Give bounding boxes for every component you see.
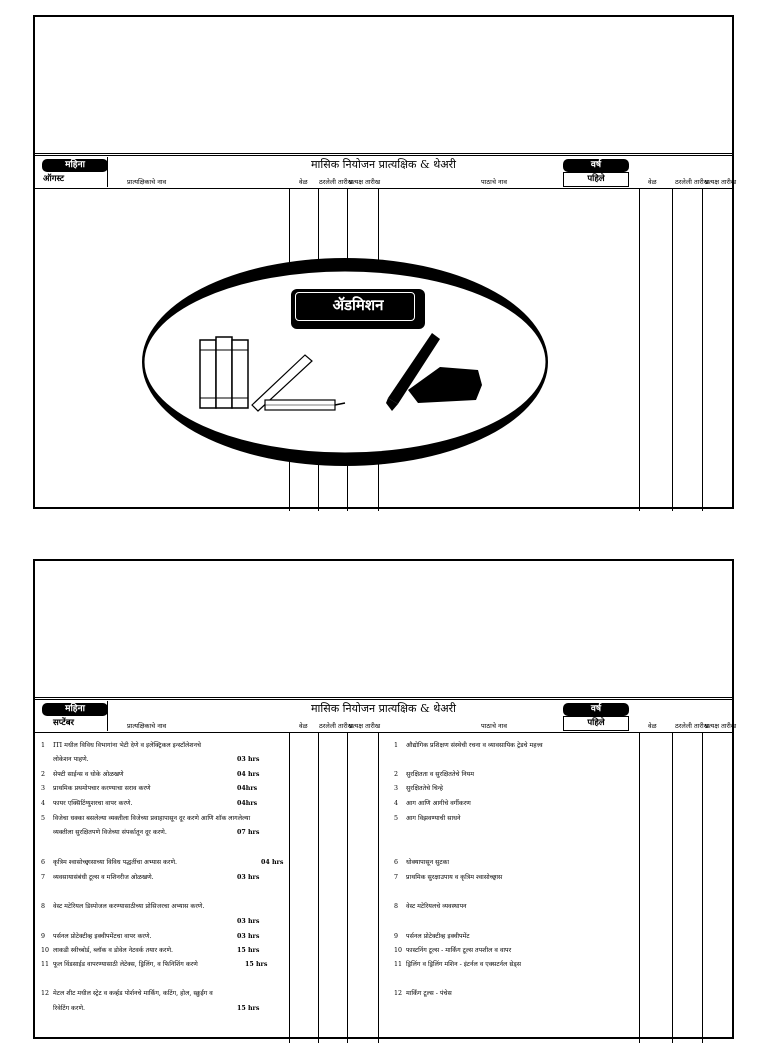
practical-row: 3 प्राथमिक प्रथमोपचार करण्याचा सराव करणे bbox=[41, 785, 151, 792]
col-practical-name: प्रात्यक्षिकाचे नाव bbox=[127, 178, 167, 186]
column-header-divider bbox=[35, 188, 732, 189]
col-lesson-name: पाठाचे नाव bbox=[481, 722, 507, 730]
practical-row: 12 मेटल शीट मधील स्ट्रेट व कर्व्हड पोर्शनचे मार्किंग, कटिंग, होल, स्क्रुईंग व bbox=[41, 990, 213, 997]
practical-hours: 04 hrs bbox=[237, 771, 260, 778]
year-label: वर्ष bbox=[563, 159, 629, 172]
lesson-row: 7 प्राथमिक सुरक्षाउपाय व कृत्रिम श्वासोच्छ्वास bbox=[394, 874, 503, 881]
header-divider bbox=[35, 153, 732, 154]
practical-row-cont: लोकेशन पाहणे. bbox=[53, 756, 89, 763]
lesson-row: 11 ड्रिलिंग व ड्रिलिंग मशिन - इंटर्नल व एक्सटर्नल थ्रेड्स bbox=[394, 961, 521, 968]
year-value: पहिले bbox=[563, 172, 629, 187]
col-planned-date-2: ठरलेली तारीख bbox=[675, 178, 710, 186]
practical-row-cont: व्यक्तीला सुरक्षितपणे विजेच्या संपर्कातून दूर करणे. bbox=[53, 829, 167, 836]
lesson-row: 1 औद्योगिक प्रशिक्षण संस्थेची रचना व व्यावसायिक ट्रेडचे महत्त्व bbox=[394, 742, 543, 749]
year-value: पहिले bbox=[563, 716, 629, 731]
col-time: वेळ bbox=[299, 722, 308, 730]
practical-row: 4 फायर एक्सिटिंग्युशरचा वापर करणे. bbox=[41, 800, 133, 807]
month-value: सप्टेंबर bbox=[53, 718, 75, 728]
practical-hours: 15 hrs bbox=[237, 947, 260, 954]
practical-hours: 03 hrs bbox=[237, 756, 260, 763]
practical-hours: 07 hrs bbox=[237, 829, 260, 836]
practical-hours: 03 hrs bbox=[237, 933, 260, 940]
practical-row-cont: रिवेटिंग करणे. bbox=[53, 1005, 86, 1012]
practical-row: 11 फूल विंडसाईड वापरण्यासाठी लेटेक्स, ड्रिलिंग, व फिनिशिंग करणे bbox=[41, 961, 198, 968]
year-label: वर्ष bbox=[563, 703, 629, 716]
month-value: ऑगस्ट bbox=[43, 174, 65, 184]
col-planned-date: ठरलेली तारीख bbox=[319, 722, 354, 730]
lesson-row: 2 सुरक्षितता व सुरक्षिततेचे नियम bbox=[394, 771, 474, 778]
month-label: महिना bbox=[42, 159, 108, 172]
lesson-row: 3 सुरक्षिततेचे चिन्हे bbox=[394, 785, 444, 792]
col-time-2: वेळ bbox=[648, 722, 657, 730]
month-label: महिना bbox=[42, 703, 108, 716]
col-planned-date: ठरलेली तारीख bbox=[319, 178, 354, 186]
col-time: वेळ bbox=[299, 178, 308, 186]
header-divider bbox=[35, 699, 732, 700]
col-actual-date: प्रत्यक्ष तारीख bbox=[349, 178, 381, 186]
col-time-2: वेळ bbox=[648, 178, 657, 186]
lesson-row: 9 पर्सनल प्रोटेक्टीव्ह इक्वीपमेंट bbox=[394, 933, 470, 940]
column-header-divider bbox=[35, 732, 732, 733]
practical-row: 1 ITI मधील विविध विभागांना भेटी देणे व इलेक्ट्रिकल इन्स्टॉलेशनचे bbox=[41, 742, 202, 749]
practical-row: 2 सेफ्टी साईन्स व धोके ओळखणे bbox=[41, 771, 124, 778]
practical-row: 10 लाकडी स्वीच्बोर्ड, ब्लॉक व डोवेल नेटवर्क तयार करणे. bbox=[41, 947, 174, 954]
practical-row: 9 पर्सनल प्रोटेक्टीव्ह इक्वीपमेंटचा वापर करणे. bbox=[41, 933, 152, 940]
page-title: मासिक नियोजन प्रात्यक्षिक & थेअरी bbox=[310, 702, 457, 715]
col-actual-date-2: प्रत्यक्ष तारीख bbox=[705, 178, 737, 186]
practical-hours: 04hrs bbox=[237, 785, 258, 792]
lesson-row: 12 मार्किंग टूल्स - पंचेस bbox=[394, 990, 452, 997]
lesson-row: 5 आग विझवण्याची साधने bbox=[394, 815, 461, 822]
lesson-row: 6 धोक्यापासून सुटका bbox=[394, 859, 450, 866]
col-lesson-name: पाठाचे नाव bbox=[481, 178, 507, 186]
header-divider bbox=[35, 155, 732, 156]
practical-hours: 03 hrs bbox=[237, 918, 260, 925]
admission-label: ॲडमिशन bbox=[332, 296, 384, 314]
practical-hours: 15 hrs bbox=[237, 1005, 260, 1012]
admission-illustration bbox=[140, 255, 560, 469]
col-practical-name: प्रात्यक्षिकाचे नाव bbox=[127, 722, 167, 730]
monthly-plan-sheet-august bbox=[33, 15, 737, 509]
practical-row: 5 विजेचा धक्का बसलेल्या व्यक्तीला विजेच्या प्रवाहापासून दूर करणे आणि शॉक लागलेल्या bbox=[41, 815, 251, 822]
col-planned-date-2: ठरलेली तारीख bbox=[675, 722, 710, 730]
page-title: मासिक नियोजन प्रात्यक्षिक & थेअरी bbox=[310, 158, 457, 171]
practical-row: 7 व्यवसायासंबंधी टूल्स व मशिनरीज ओळखणे. bbox=[41, 874, 154, 881]
monthly-plan-sheet-september bbox=[33, 559, 737, 1039]
practical-row: 8 वेस्ट मटेरियल डिस्पोजल करण्यासाठीच्या प्रोसिजरचा अभ्यास करणे. bbox=[41, 903, 205, 910]
header-divider bbox=[35, 697, 732, 698]
admission-label-box bbox=[291, 289, 425, 329]
lesson-row: 8 वेस्ट मटेरियलचे व्यवस्थापन bbox=[394, 903, 467, 910]
practical-hours: 03 hrs bbox=[237, 874, 260, 881]
practical-hours: 04 hrs bbox=[261, 859, 284, 866]
lesson-row: 10 फास्टनिंग टूल्स - मार्किंग टूल्स तपशील व वापर bbox=[394, 947, 512, 954]
practical-row: 6 कृत्रिम श्वासोच्छ्वासाच्या विविध पद्धतींचा अभ्यास करणे. bbox=[41, 859, 177, 866]
col-actual-date: प्रत्यक्ष तारीख bbox=[349, 722, 381, 730]
col-actual-date-2: प्रत्यक्ष तारीख bbox=[705, 722, 737, 730]
practical-hours: 15 hrs bbox=[245, 961, 268, 968]
lesson-row: 4 आग आणि आगीचे वर्गीकरण bbox=[394, 800, 471, 807]
practical-hours: 04hrs bbox=[237, 800, 258, 807]
